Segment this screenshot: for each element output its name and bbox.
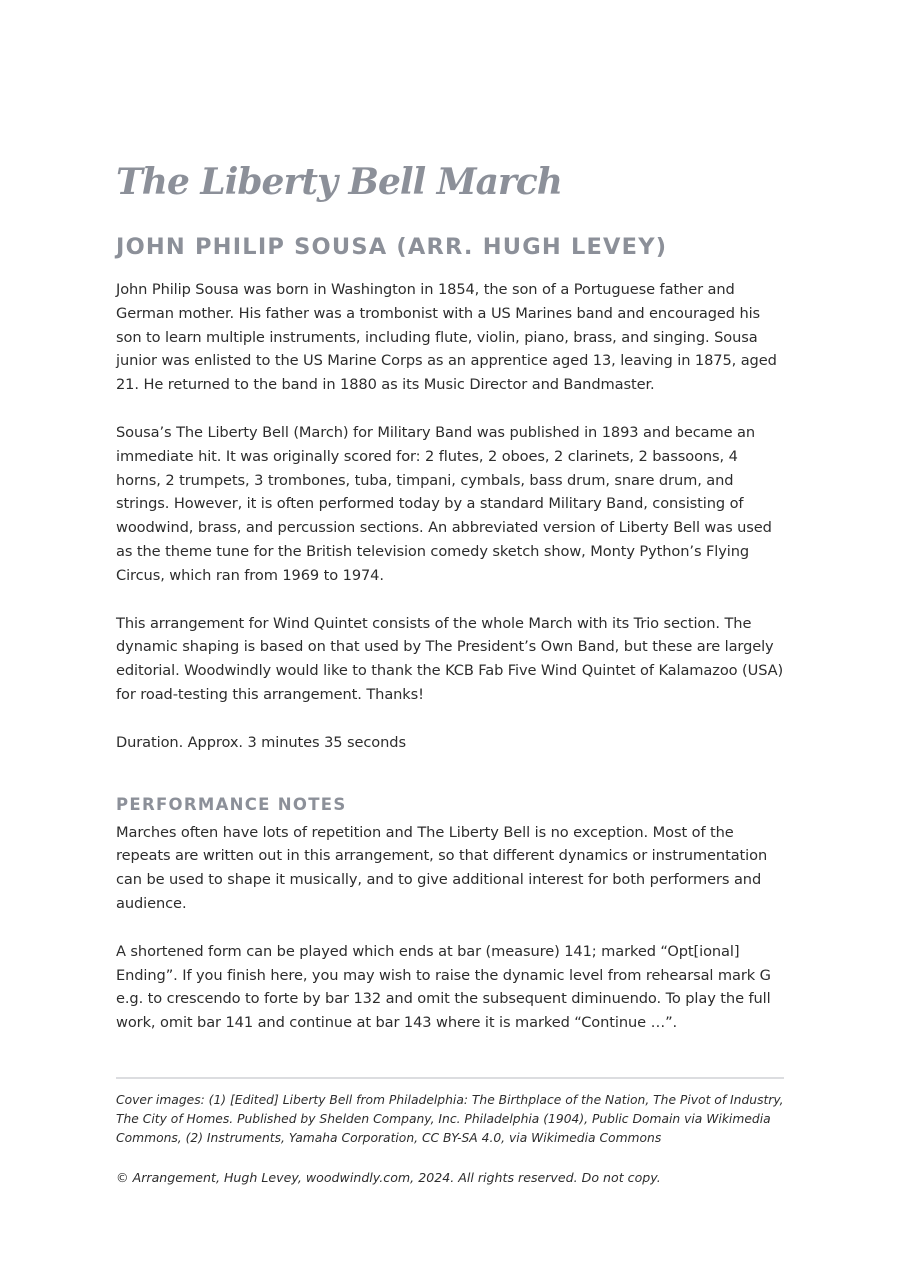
page-title: The Liberty Bell March (116, 161, 562, 203)
copyright-notice: © Arrangement, Hugh Levey, woodwindly.com, 2024. All rights reserved. Do not copy. (116, 1169, 661, 1185)
composer-subtitle: JOHN PHILIP SOUSA (ARR. HUGH LEVEY) (116, 234, 668, 260)
cover-images-credit: Cover images: (1) [Edited] Liberty Bell from Philadelphia: The Birthplace of the Nation, The Pivot of Industry, The City of Homes. Published by Shelden Company, Inc. Philadelphia (1904), Public Domain via Wikimedia Commons, (2) Instruments, Yamaha Corporation, CC BY-SA 4.0, via Wikimedia Commons (116, 1092, 784, 1146)
intro-paragraph-biography: John Philip Sousa was born in Washington in 1854, the son of a Portuguese father and German mother. His father was a trombonist with a US Marines band and encouraged his son to learn multiple instruments, including flute, violin, piano, brass, and singing. Sousa junior was enlisted to the US Marine Corps as an apprentice aged 13, leaving in 1875, aged 21. He returned to the band in 1880 as its Music Director and Bandmaster. (116, 281, 777, 394)
performance-notes-paragraph-repeats: Marches often have lots of repetition and The Liberty Bell is no exception. Most of the repeats are written out in this arrangement, so that different dynamics or instrumentation can be used to shape it musically, and to give additional interest for both performers and audience. (116, 823, 768, 912)
footer-divider (116, 1077, 784, 1079)
performance-notes-heading: PERFORMANCE NOTES (116, 794, 347, 814)
duration-text: Duration. Approx. 3 minutes 35 seconds (116, 733, 406, 751)
intro-paragraph-history: Sousa’s The Liberty Bell (March) for Military Band was published in 1893 and became an immediate hit. It was originally scored for: 2 flutes, 2 oboes, 2 clarinets, 2 bassoons, 4 horns, 2 trumpets, 3 trombones, tuba, timpani, cymbals, bass drum, snare drum, and strings. However, it is often performed today by a standard Military Band, consisting of woodwind, brass, and percussion sections. An abbreviated version of Liberty Bell was used as the theme tune for the British television comedy sketch show, Monty Python’s Flying Circus, which ran from 1969 to 1974. (116, 423, 772, 584)
intro-paragraph-arrangement: This arrangement for Wind Quintet consists of the whole March with its Trio section. The dynamic shaping is based on that used by The President’s Own Band, but these are largely editorial. Woodwindly would like to thank the KCB Fab Five Wind Quintet of Kalamazoo (USA) for road-testing this arrangement. Thanks! (116, 614, 784, 703)
performance-notes-paragraph-ending: A shortened form can be played which ends at bar (measure) 141; marked “Opt[ional] Ending”. If you finish here, you may wish to raise the dynamic level from rehearsal mark G e.g. to crescendo to forte by bar 132 and omit the subsequent diminuendo. To play the full work, omit bar 141 and continue at bar 143 where it is marked “Continue …”. (116, 942, 771, 1032)
